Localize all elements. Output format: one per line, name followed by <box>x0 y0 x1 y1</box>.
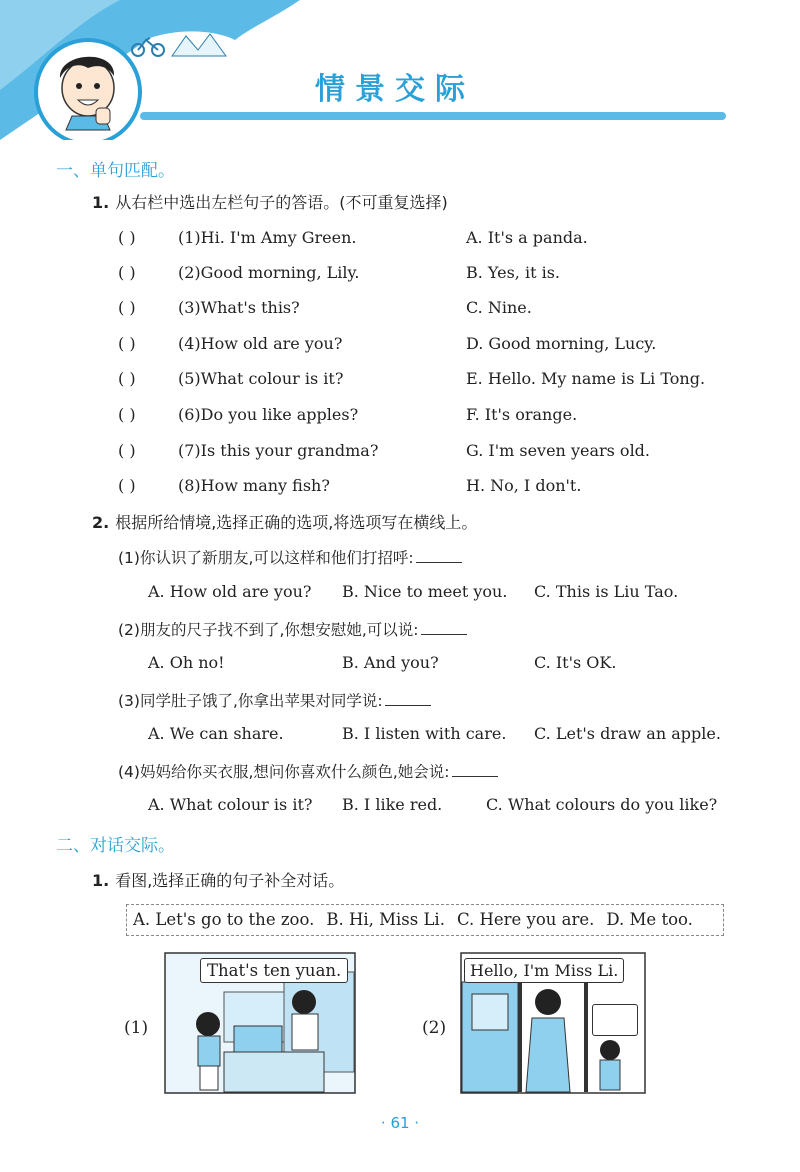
q2-item-prompt <box>118 546 462 568</box>
page-number: · 61 · <box>380 1114 420 1132</box>
s2-q1-instruction <box>92 868 344 891</box>
option: A. Let's go to the zoo. <box>133 910 315 929</box>
picture-2-label: (2) <box>422 1018 447 1038</box>
answer-bracket[interactable]: ( ) <box>118 405 136 424</box>
option: B. Hi, Miss Li. <box>326 910 445 929</box>
left-item: (7)Is this your grandma? <box>178 441 379 460</box>
left-item: (5)What colour is it? <box>178 369 344 388</box>
s2-q1-number: 1. <box>92 871 110 890</box>
right-item: D. Good morning, Lucy. <box>466 334 657 353</box>
option: C. What colours do you like? <box>486 795 718 814</box>
speech-bubble: Hello, I'm Miss Li. <box>464 958 624 983</box>
left-item: (8)How many fish? <box>178 476 330 495</box>
q1-text: 从右栏中选出左栏句子的答语。(不可重复选择) <box>115 193 448 212</box>
option: A. What colour is it? <box>148 795 313 814</box>
section1-heading: 一、单句匹配。 <box>56 161 175 181</box>
option: C. Here you are. <box>456 910 595 929</box>
answer-blank[interactable] <box>452 762 498 777</box>
q1-instruction <box>92 190 448 213</box>
q2-instruction <box>92 510 477 533</box>
page-title: 情景交际 <box>315 72 475 107</box>
answer-bracket[interactable]: ( ) <box>118 298 136 317</box>
left-item: (4)How old are you? <box>178 334 343 353</box>
answer-bracket[interactable]: ( ) <box>118 228 136 247</box>
answer-bracket[interactable]: ( ) <box>118 476 136 495</box>
option: A. How old are you? <box>148 582 312 601</box>
answer-blank[interactable] <box>385 691 431 706</box>
q1-number: 1. <box>92 193 110 212</box>
answer-blank[interactable] <box>421 620 467 635</box>
option: C. This is Liu Tao. <box>534 582 679 601</box>
right-item: H. No, I don't. <box>466 476 582 495</box>
option: B. And you? <box>342 653 439 672</box>
q2-item-prompt <box>118 689 431 711</box>
option: C. Let's draw an apple. <box>534 724 721 743</box>
section2-heading: 二、对话交际。 <box>56 836 175 856</box>
q2-text: 根据所给情境,选择正确的选项,将选项写在横线上。 <box>115 513 478 532</box>
left-item: (2)Good morning, Lily. <box>178 263 360 282</box>
answer-bracket[interactable]: ( ) <box>118 263 136 282</box>
answer-bracket[interactable]: ( ) <box>118 369 136 388</box>
answer-bracket[interactable]: ( ) <box>118 441 136 460</box>
left-item: (3)What's this? <box>178 298 300 317</box>
prompt-text: (1)你认识了新朋友,可以这样和他们打招呼: <box>118 549 414 567</box>
prompt-text: (2)朋友的尺子找不到了,你想安慰她,可以说: <box>118 621 419 639</box>
option: B. Nice to meet you. <box>342 582 508 601</box>
option: B. I listen with care. <box>342 724 507 743</box>
q2-item-prompt <box>118 760 498 782</box>
right-item: E. Hello. My name is Li Tong. <box>466 369 706 388</box>
options-box <box>126 904 724 936</box>
prompt-text: (4)妈妈给你买衣服,想问你喜欢什么颜色,她会说: <box>118 763 450 781</box>
right-item: G. I'm seven years old. <box>466 441 651 460</box>
s2-q1-text: 看图,选择正确的句子补全对话。 <box>115 871 345 890</box>
option: A. Oh no! <box>148 653 225 672</box>
right-item: B. Yes, it is. <box>466 263 560 282</box>
option: B. I like red. <box>342 795 443 814</box>
option: C. It's OK. <box>534 653 617 672</box>
option: D. Me too. <box>606 910 693 929</box>
left-item: (6)Do you like apples? <box>178 405 359 424</box>
option: A. We can share. <box>148 724 284 743</box>
prompt-text: (3)同学肚子饿了,你拿出苹果对同学说: <box>118 692 383 710</box>
right-item: A. It's a panda. <box>466 228 588 247</box>
q2-number: 2. <box>92 513 110 532</box>
right-item: C. Nine. <box>466 298 532 317</box>
answer-bracket[interactable]: ( ) <box>118 334 136 353</box>
speech-bubble: That's ten yuan. <box>200 958 348 983</box>
answer-blank[interactable] <box>416 548 462 563</box>
left-item: (1)Hi. I'm Amy Green. <box>178 228 357 247</box>
picture-1-label: (1) <box>124 1018 149 1038</box>
right-item: F. It's orange. <box>466 405 578 424</box>
q2-item-prompt <box>118 618 467 640</box>
empty-speech-bubble[interactable] <box>592 1004 638 1036</box>
